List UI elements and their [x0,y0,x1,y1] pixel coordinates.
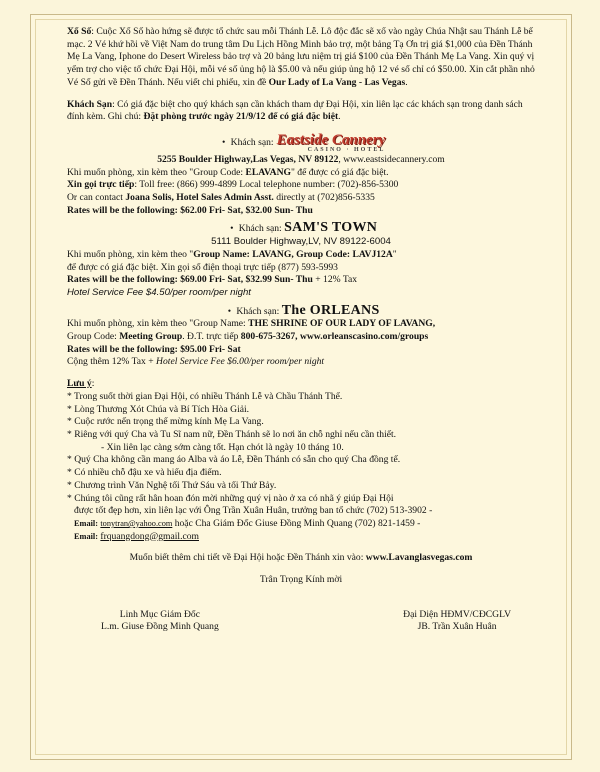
note-email-line-2 [67,531,535,544]
hotel2-fee: Hotel Service Fee $4.50/per room/per night [67,286,251,298]
lottery-label: Xổ Số [67,26,92,37]
hotel-paragraph [67,99,535,124]
signatures [67,609,535,634]
hotel-eastside-cannery [67,133,535,218]
note-item: * Có nhiều chỗ đậu xe và hiểu địa điểm. [67,467,222,479]
more-info-line [67,552,535,565]
hotel1-call [67,179,535,192]
lottery-payee: Our Lady of La Vang - Las Vegas [268,76,406,88]
note-item: * Chúng tôi cũng rất hân hoan đón mời những quý vị nào ở xa có nhã ý giúp Đại Hội [67,492,394,504]
notes-colon: : [91,378,95,390]
note-email-after: hoặc Cha Giám Đốc Giuse Đồng Minh Quang (702) 821-1459 - [172,517,421,529]
bullet-icon: • [230,223,234,235]
hotel1-contact-name: Joana Solis, Hotel Sales Admin Asst. [125,192,274,204]
email-link-tony[interactable]: tonytran@yahoo.com [100,518,173,528]
hotel3-group-code-label: Group Code: [67,331,120,343]
notes-title-line [67,378,535,391]
hotel1-booking-end: " để được có giá đặc biệt. [290,166,389,178]
note-item: * Lòng Thương Xót Chúa và Bí Tích Hòa Giải. [67,403,250,415]
hotel-label: Khách Sạn [67,98,113,110]
hotel-sams-town [67,222,535,299]
note-item: * Trong suốt thời gian Đại Hội, có nhiều Thánh Lễ và Chầu Thánh Thể. [67,390,343,402]
hotel2-booking-end: " [392,248,397,260]
hotel3-booking [67,318,535,331]
hotel3-fee: Hotel Service Fee $6.00/per room/per night [156,356,325,368]
hotel-note: Đặt phòng trước ngày 21/9/12 để có giá đặc biệt [143,111,339,123]
note-item: * Riêng với quý Cha và Tu Sĩ nam nữ, Đền Thánh sẽ lo nơi ăn chỗ nghỉ nếu cần thiết. [67,428,397,440]
hotel3-tax: Cộng thêm 12% Tax + [67,356,157,368]
hotel1-booking-text: Khi muốn phòng, xin kèm theo "Group Code: [67,166,246,178]
lottery-text: : Cuộc Xổ Số hào hứng sẽ được tổ chức sau mỗi Thánh Lễ. Lô độc đắc sẽ xổ vào ngày Chúa Nhật sau Thánh Lễ bế mạc. 2 Vé khứ hồi về Việt Nam do trung tâm Du Lịch Hồng Minh bảo trợ, một bảng Tạ Ơn trị giá $1,000 của Đền Thánh Mẹ La Vang, Iphone do Desert Wireless bảo trợ và 20 bảng lưu niệm trị giá $100 của Đền Thánh Mẹ La Vang. Xin quý vị yểm trợ cho việc tổ chức Đại Hội, mỗi vé số ủng hộ là $5.00 và nếu giúp ủng hộ 12 vé số chỉ có $50.00. Xin cắt phần nhỏ Vé Số gửi về Đền Thánh. Nếu viết chi phiếu, xin đề [67,26,535,88]
lottery-end: . [405,76,408,88]
hotel2-tax: + 12% Tax [312,274,358,286]
hotel1-website[interactable]: , www.eastsidecannery.com [338,153,445,165]
hotel1-rates: Rates will be the following: $62.00 Fri- Sat, $32.00 Sun- Thu [67,204,313,216]
hotel3-booking-text: Khi muốn phòng, xin kèm theo "Group Name: [67,318,249,330]
note-item: * Cuộc rước nến trọng thể mừng kính Mẹ La Vang. [67,416,264,428]
closing: Trân Trọng Kính mời [259,574,343,586]
hotel2-rates: Rates will be the following: $69.00 Fri- Sat, $32.99 Sun- Thu [67,274,313,286]
signature-left [101,609,219,634]
note-item: * Quý Cha không cần mang áo Alba và áo Lễ, Đền Thánh có sẵn cho quý Cha đồng tế. [67,454,401,466]
hotel3-group-line [67,331,535,344]
document-body [67,26,535,634]
hotel3-name: The ORLEANS [281,302,380,318]
hotel2-heading [67,222,535,236]
signature-right [403,609,511,634]
hotel-text: : Có giá đặc biệt cho quý khách sạn cần khách tham dự Đại Hội, xin liên lạc các khách sạn trong danh sách đính kèm. Ghi chú: [67,98,523,123]
note-email-line-1 [67,518,535,531]
hotel2-special: để được có giá đặc biệt. Xin gọi số điện thoại trực tiếp (877) 593-5993 [67,261,338,273]
hotel3-prefix: Khách sạn: [236,305,280,317]
hotel3-tax-line [67,356,535,369]
notes-section [67,378,535,543]
hotel1-contact [67,192,535,205]
hotel1-prefix: Khách sạn: [230,136,274,148]
signature-right-name: JB. Trần Xuân Huân [417,621,497,633]
hotel1-booking [67,167,535,180]
hotel1-contact-prefix: Or can contact [67,192,126,204]
hotel3-phone: 800-675-3267 [240,331,296,343]
logo-name: Eastside Cannery [276,131,386,148]
signature-right-title: Đại Diện HĐMV/CĐCGLV [403,608,511,620]
lottery-paragraph [67,26,535,90]
hotel3-rates: Rates will be the following: $95.00 Fri- Sat [67,343,241,355]
hotel2-booking [67,249,535,262]
signature-left-title: Linh Mục Giám Đốc [119,608,200,620]
hotel2-booking-text: Khi muốn phòng, xin kèm theo " [67,248,194,260]
hotel-orleans [67,302,535,370]
hotel1-contact-end: directly at (702)856-5335 [273,192,375,204]
signature-left-name: L.m. Giuse Đồng Minh Quang [101,621,219,633]
hotel3-website[interactable]: , www.orleanscasino.com/groups [295,331,429,343]
website-link[interactable]: www.Lavanglasvegas.com [365,552,473,564]
hotel3-group-code: Meeting Group [119,331,183,343]
hotel1-group-code: ELAVANG [245,166,291,178]
hotel3-phone-text: . Đ.T. trực tiếp [182,331,241,343]
hotel1-heading [67,133,535,154]
hotel-note-end: . [338,111,341,123]
email-label: Email: [74,518,98,528]
eastside-cannery-logo [277,133,386,154]
hotel1-address-line [67,154,535,167]
hotel1-call-text: : Toll free: (866) 999-4899 Local telephone number: (702)-856-5300 [134,179,399,191]
hotel2-prefix: Khách sạn: [238,223,282,235]
hotel3-heading [67,302,535,319]
hotel2-name: SAM'S TOWN [284,220,378,236]
email-link-quang[interactable]: frquangdong@gmail.com [100,530,199,542]
bullet-icon: • [227,305,232,317]
note-item: được tốt đẹp hơn, xin liên lạc với Ông Trần Xuân Huân, trưởng ban tổ chức (702) 513-3902 - [74,505,433,517]
bullet-icon: • [221,136,226,148]
hotel1-call-label: Xin gọi trực tiếp [67,179,135,191]
logo-sub: CASINO · HOTEL [307,146,386,153]
hotel2-rates-line [67,274,535,287]
hotel2-group: Group Name: LAVANG, Group Code: LAVJ12A [193,248,393,260]
note-item: * Chương trình Văn Nghệ tối Thứ Sáu và tối Thứ Bảy. [67,479,277,491]
hotel1-address: 5255 Boulder Highway,Las Vegas, NV 89122 [157,153,339,165]
note-item: - Xin liên lạc càng sớm càng tốt. Hạn chót là ngày 10 tháng 10. [101,441,344,453]
hotel3-group-name: THE SHRINE OF OUR LADY OF LAVANG, [248,318,436,330]
email-label: Email: [74,531,98,541]
more-info-text: Muốn biết thêm chi tiết về Đại Hội hoặc Đền Thánh xin vào: [129,552,366,564]
notes-title: Lưu ý [67,378,92,390]
hotel2-address: 5111 Boulder Highway,LV, NV 89122-6004 [211,236,391,248]
